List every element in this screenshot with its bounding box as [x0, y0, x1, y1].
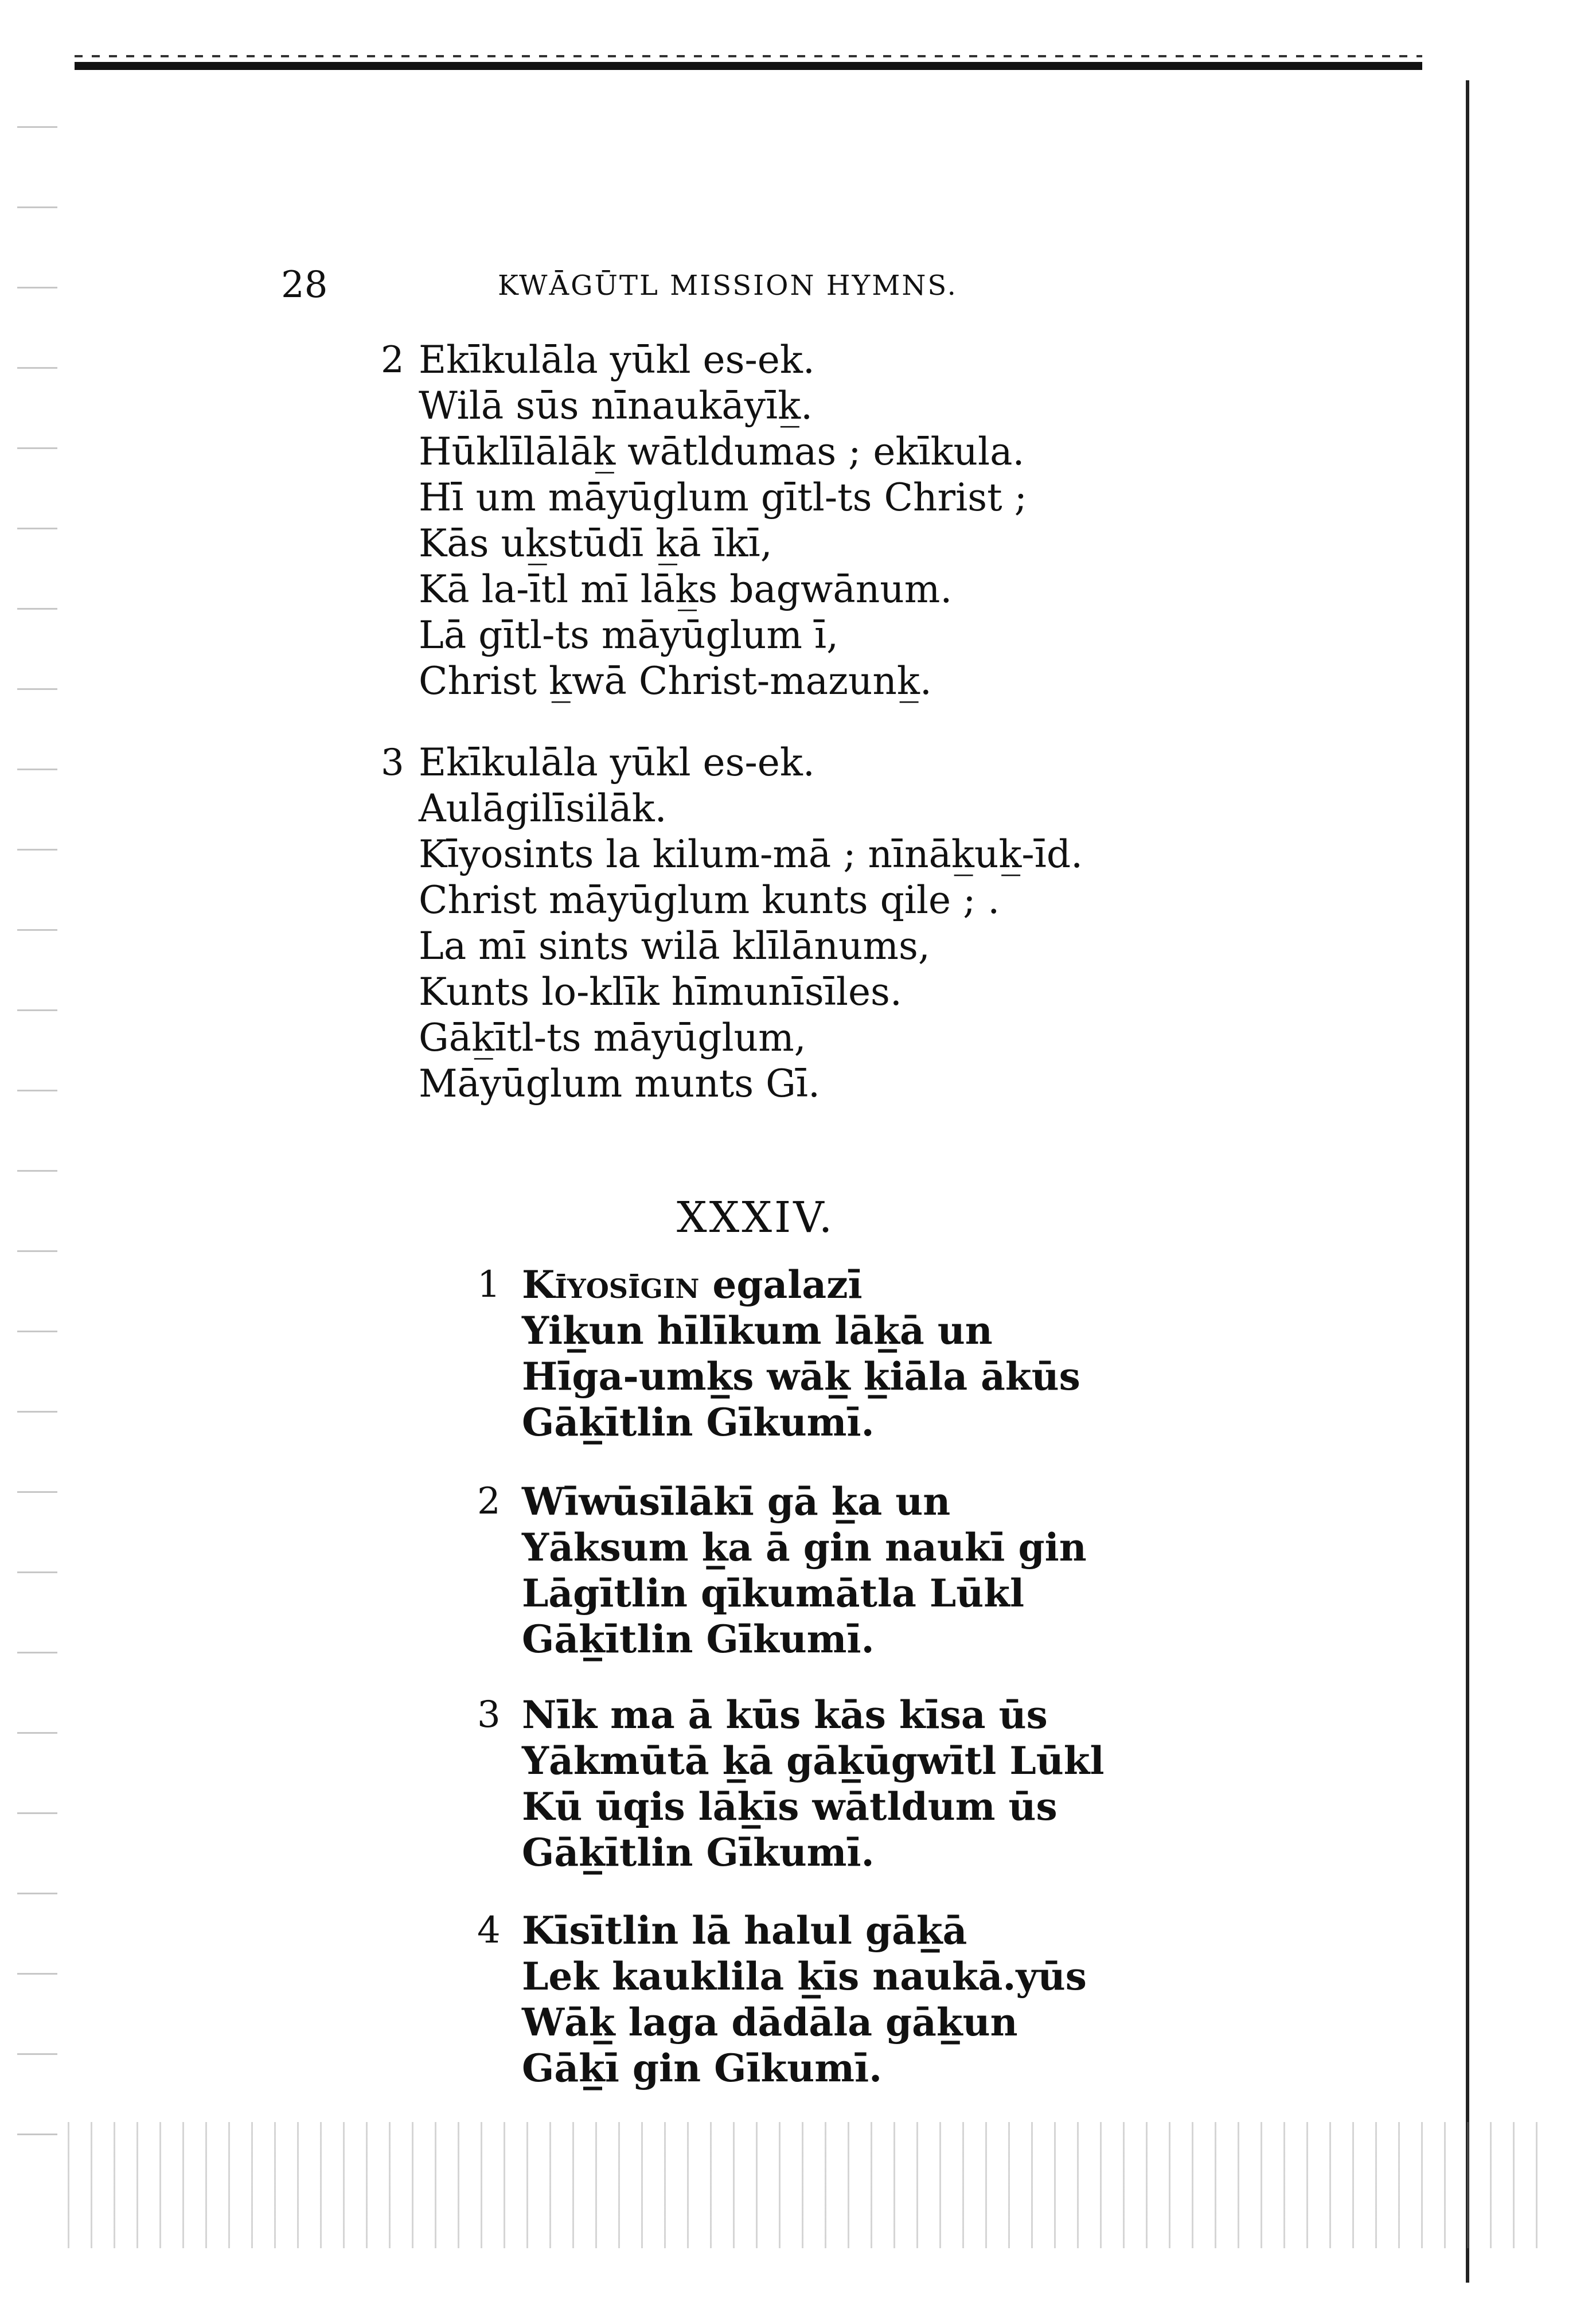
verse-line: Gāk̲ītlin Gīkumī.	[522, 1400, 875, 1445]
hymn-34-stanza-1	[477, 1262, 1080, 1445]
verse-line: Kīyosints la kilum-mā ; nīnāk̲uk̲-īd.	[419, 832, 1083, 876]
stanza-number: 4	[477, 1909, 501, 1952]
hymn-34-stanza-2	[477, 1479, 1087, 1662]
running-title: KWĀGŪTL MISSION HYMNS.	[498, 270, 958, 302]
verse-line: Kunts lo-klīk hīmunīsīles.	[419, 970, 902, 1014]
first-word: Kīyosīgin	[522, 1262, 700, 1307]
hymn-34-stanza-3	[477, 1692, 1105, 1875]
verse-line: Ekīkulāla yūkl es-ek.	[419, 740, 815, 785]
verse-line: Christ k̲wā Christ-mazunk̲.	[419, 659, 932, 703]
stanza-3	[381, 740, 1083, 1107]
verse-line: Māyūglum munts Gī.	[419, 1062, 820, 1106]
verse-line-rest: egalazī	[699, 1262, 863, 1307]
stanza-number: 1	[477, 1263, 501, 1306]
verse-line: Lek kauklila k̲īs naukā.yūs	[522, 1954, 1087, 1999]
verse-line: Gāk̲ī gin Gīkumī.	[522, 2046, 883, 2091]
verse-line: Ekīkulāla yūkl es-ek.	[419, 338, 815, 382]
verse-line: Yik̲un hīlīkum lāk̲ā un	[522, 1308, 993, 1353]
stanza-number: 2	[477, 1480, 501, 1523]
verse-line: Lā gītl-ts māyūglum ī,	[419, 613, 839, 657]
stanza-number: 2	[381, 339, 404, 381]
verse-line: Hīga-umk̲s wāk̲ k̲iāla ākūs	[522, 1354, 1080, 1399]
verse-line: Gāk̲ītlin Gīkumī.	[522, 1617, 875, 1662]
hymn-number-heading: XXXIV.	[677, 1193, 835, 1242]
verse-line: Yāksum k̲a ā gin naukī gin	[522, 1525, 1087, 1570]
verse-line: Gāk̲ītlin Gīkumī.	[522, 1830, 875, 1875]
verse-line: Aulāgilīsilāk.	[419, 786, 667, 830]
top-rule	[75, 62, 1422, 70]
verse-line: Kū ūqis lāk̲īs wātldum ūs	[522, 1784, 1058, 1829]
verse-line: Lāgītlin qīkumātla Lūkl	[522, 1571, 1025, 1616]
verse-line: Hī um māyūglum gītl-ts Christ ;	[419, 475, 1027, 520]
right-margin-rule	[1466, 80, 1469, 2283]
verse-line: Kā la-ītl mī lāk̲s bagwānum.	[419, 567, 953, 611]
stanza-2	[381, 337, 1027, 704]
verse-line: Christ māyūglum kunts qile ; .	[419, 878, 1000, 922]
verse-line: Nīk ma ā kūs kās kīsa ūs	[522, 1692, 1048, 1737]
verse-line: Wāk̲ laga dādāla gāk̲un	[522, 2000, 1018, 2045]
verse-line: Wilā sūs nīnaukāyīk̲.	[419, 384, 813, 428]
verse-line: Kās uk̲stūdī k̲ā īkī,	[419, 521, 772, 565]
verse-line: La mī sints wilā klīlānums,	[419, 924, 930, 968]
top-rule-dashed	[75, 55, 1422, 57]
stanza-number: 3	[381, 742, 404, 784]
verse-line: Yākmūtā k̲ā gāk̲ūgwītl Lūkl	[522, 1738, 1105, 1783]
verse-line: Kīsītlin lā halul gāk̲ā	[522, 1908, 967, 1953]
verse-line: Hūklīlālāk̲ wātldumas ; ekīkula.	[419, 430, 1025, 474]
page-number: 28	[281, 264, 328, 306]
hymn-34-stanza-4	[477, 1908, 1087, 2091]
bottom-page-stain	[57, 2122, 1548, 2248]
page-header	[281, 259, 1141, 311]
stanza-number: 3	[477, 1694, 501, 1736]
left-margin-specks	[17, 92, 57, 2214]
verse-line: Wīwūsīlākī gā k̲a un	[522, 1479, 951, 1524]
verse-line	[522, 1262, 1080, 1308]
verse-line: Gāk̲ītl-ts māyūglum,	[419, 1016, 806, 1060]
